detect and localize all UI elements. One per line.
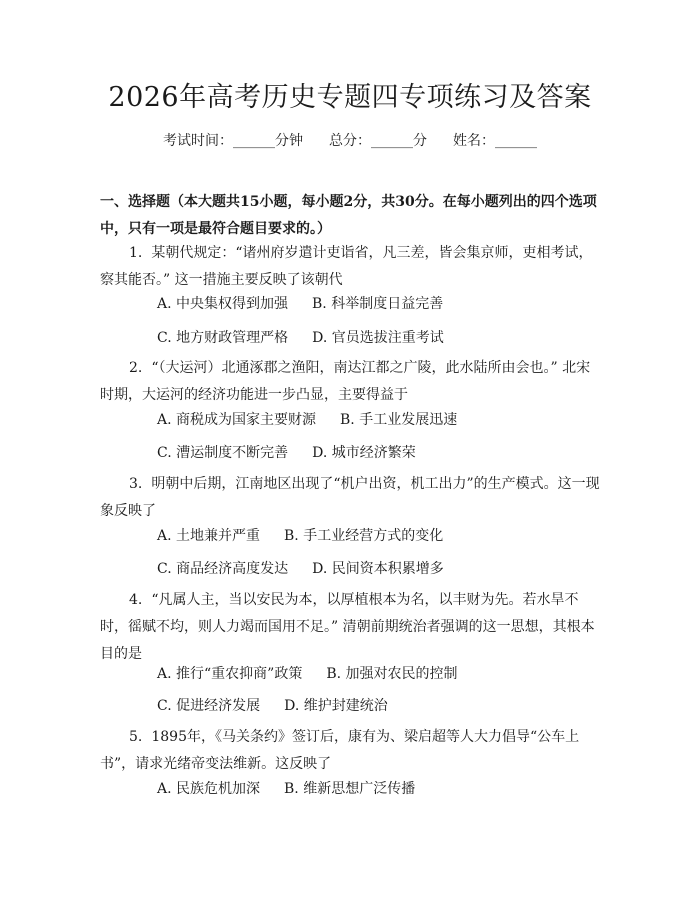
question-text: “（大运河）北通涿郡之渔阳，南达江都之广陵，此水陆所由会也。” 北宋时期，大运河的经济功能进一步凸显，主要得益于 xyxy=(100,360,591,403)
question-1-stem xyxy=(100,240,600,294)
question-4-options-row-1 xyxy=(157,663,597,685)
total-score-field: 总分：______分 xyxy=(329,133,427,149)
question-1-options-row-2 xyxy=(157,327,597,349)
option-c: C. 漕运制度不断完善 xyxy=(157,445,289,461)
question-2-options-row-2 xyxy=(157,442,597,464)
question-number: 5. xyxy=(129,729,143,745)
question-text: 明朝中后期，江南地区出现了“机户出资，机工出力”的生产模式。这一现象反映了 xyxy=(100,476,600,519)
question-text: “凡属人主，当以安民为本，以厚植根本为名，以丰财为先。若水旱不时，徭赋不均，则人力竭而国用不足。” 清朝前期统治者强调的这一思想，其根本目的是 xyxy=(100,592,595,662)
option-c: C. 促进经济发展 xyxy=(157,698,261,714)
option-a: A. 民族危机加深 xyxy=(157,781,261,797)
option-d: D. 官员选拔注重考试 xyxy=(312,330,444,346)
exam-title: 2026年高考历史专题四专项练习及答案 xyxy=(108,82,592,113)
question-2-options-row-1 xyxy=(157,409,597,431)
option-b: B. 维新思想广泛传播 xyxy=(284,781,416,797)
question-5-stem xyxy=(100,724,600,778)
question-text: 1895年，《马关条约》签订后，康有为、梁启超等人大力倡导“公车上书”，请求光绪帝变法维新。这反映了 xyxy=(100,729,580,772)
option-b: B. 手工业经营方式的变化 xyxy=(284,528,444,544)
option-d: D. 城市经济繁荣 xyxy=(312,445,416,461)
exam-time-field: 考试时间：______分钟 xyxy=(163,133,303,149)
option-a: A. 中央集权得到加强 xyxy=(157,296,289,312)
question-number: 2. xyxy=(129,360,143,376)
option-c: C. 地方财政管理严格 xyxy=(157,330,289,346)
option-a: A. 推行“重农抑商”政策 xyxy=(157,666,303,682)
option-b: B. 科举制度日益完善 xyxy=(312,296,444,312)
option-b: B. 加强对农民的控制 xyxy=(326,666,458,682)
question-number: 1. xyxy=(129,245,143,261)
question-number: 3. xyxy=(129,476,143,492)
student-name-field: 姓名：______ xyxy=(453,133,537,149)
question-3-options-row-2 xyxy=(157,558,597,580)
option-b: B. 手工业发展迅速 xyxy=(340,412,458,428)
question-5-options-row-1 xyxy=(157,778,597,800)
question-4-stem xyxy=(100,587,600,668)
question-2-stem xyxy=(100,355,600,409)
question-3-stem xyxy=(100,471,600,525)
option-a: A. 土地兼并严重 xyxy=(157,528,261,544)
exam-info-line xyxy=(0,130,700,152)
question-4-options-row-2 xyxy=(157,695,597,717)
option-c: C. 商品经济高度发达 xyxy=(157,561,289,577)
option-d: D. 民间资本积累增多 xyxy=(312,561,444,577)
section-heading: 一、选择题（本大题共15小题，每小题2分，共30分。在每小题列出的四个选项中，只有一项是最符合题目要求的。） xyxy=(100,194,597,237)
option-a: A. 商税成为国家主要财源 xyxy=(157,412,317,428)
question-number: 4. xyxy=(129,592,143,608)
question-1-options-row-1 xyxy=(157,293,597,315)
option-d: D. 维护封建统治 xyxy=(284,698,388,714)
question-3-options-row-1 xyxy=(157,525,597,547)
question-text: 某朝代规定：“诸州府岁遣计吏诣省，凡三差，皆会集京师，吏相考试，察其能否。” 这一措施主要反映了该朝代 xyxy=(100,245,593,288)
